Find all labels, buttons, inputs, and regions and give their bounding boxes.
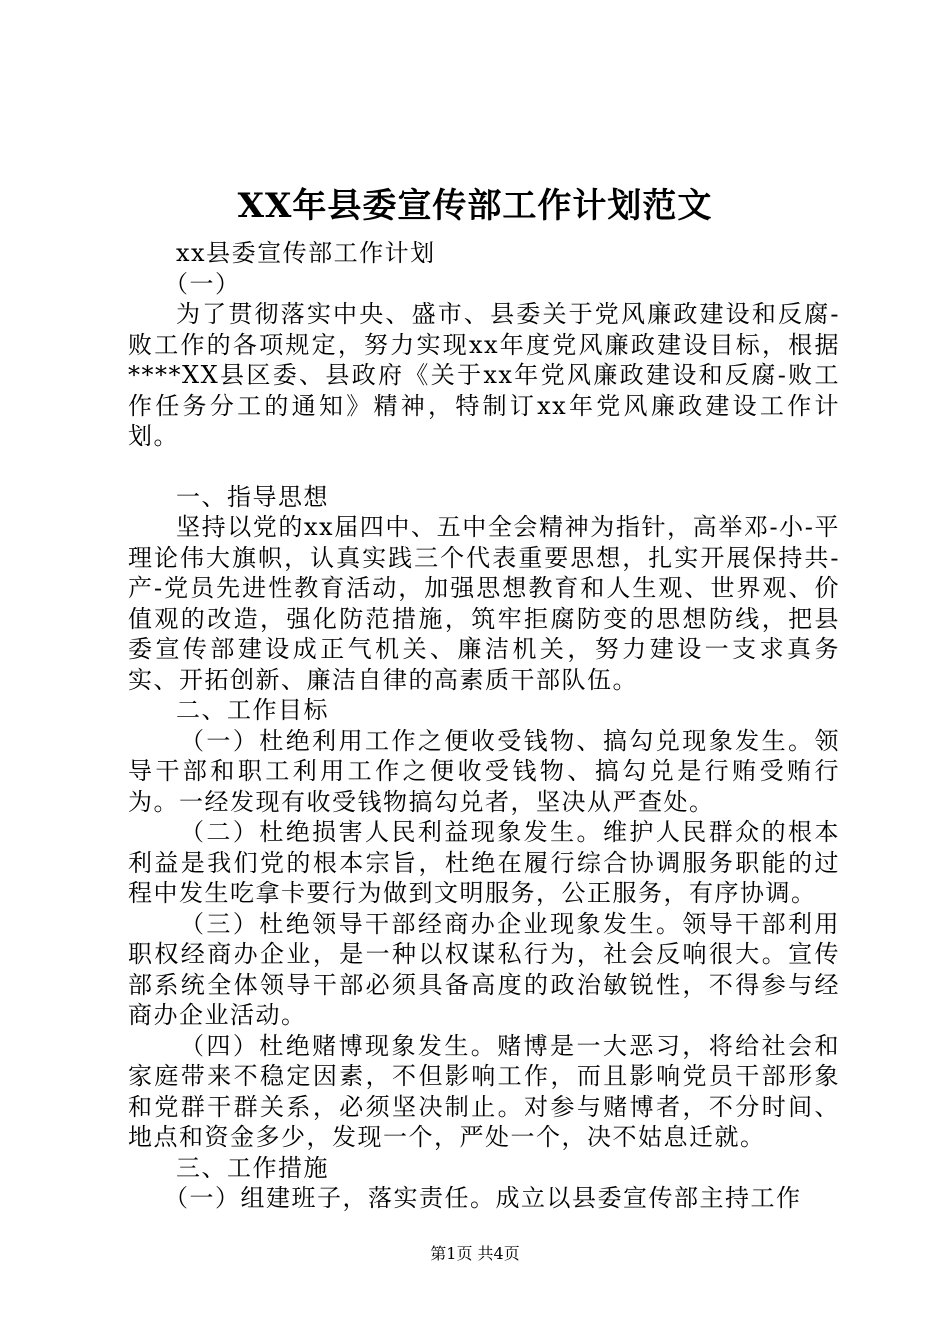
document-title: XX年县委宣传部工作计划范文 (237, 186, 713, 226)
section-heading-guiding-thought: 一、指导思想 (176, 482, 329, 511)
paragraph-gap (128, 452, 840, 482)
document-body (128, 238, 840, 1214)
goal-item-1: （一）杜绝利用工作之便收受钱物、搞勾兑现象发生。领导干部和职工利用工作之便收受钱物、搞勾兑是行贿受贿行为。一经发现有收受钱物搞勾兑者，坚决从严查处。 (128, 726, 840, 816)
section-heading-work-goals: 二、工作目标 (176, 696, 329, 724)
section-paragraph: 坚持以党的xx届四中、五中全会精神为指针，高举邓-小-平理论伟大旗帜，认真实践三个代表重要思想，扎实开展保持共-产-党员先进性教育活动，加强思想教育和人生观、世界观、价值观的改造，强化防范措施，筑牢拒腐防变的思想防线，把县委宣传部建设成正气机关、廉洁机关，努力建设一支求真务实、开拓创新、廉洁自律的高素质干部队伍。 (128, 513, 840, 694)
goal-item-2: （二）杜绝损害人民利益现象发生。维护人民群众的根本利益是我们党的根本宗旨，杜绝在履行综合协调服务职能的过程中发生吃拿卡要行为做到文明服务，公正服务，有序协调。 (128, 818, 840, 907)
intro-paragraph: 为了贯彻落实中央、盛市、县委关于党风廉政建设和反腐-败工作的各项规定，努力实现xx年度党风廉政建设目标，根据****XX县区委、县政府《关于xx年党风廉政建设和反腐-败工作任务分工的通知》精神，特制订xx年党风廉政建设工作计划。 (128, 300, 840, 450)
goal-item-3: （三）杜绝领导干部经商办企业现象发生。领导干部利用职权经商办企业，是一种以权谋私行为，社会反响很大。宣传部系统全体领导干部必须具备高度的政治敏锐性，不得参与经商办企业活动。 (128, 909, 840, 1029)
section-heading-work-measures: 三、工作措施 (176, 1153, 329, 1182)
measure-item-1: （一）组建班子，落实责任。成立以县委宣传部主持工作 (164, 1184, 802, 1212)
part-label: （一） (164, 269, 241, 298)
document-subtitle: xx县委宣传部工作计划 (176, 239, 436, 267)
page-footer: 第1页 共4页 (430, 1244, 520, 1263)
goal-item-4: （四）杜绝赌博现象发生。赌博是一大恶习，将给社会和家庭带来不稳定因素，不但影响工作，而且影响党员干部形象和党群干群关系，必须坚决制止。对参与赌博者，不分时间、地点和资金多少，发现一个，严处一个，决不姑息迁就。 (128, 1031, 840, 1151)
